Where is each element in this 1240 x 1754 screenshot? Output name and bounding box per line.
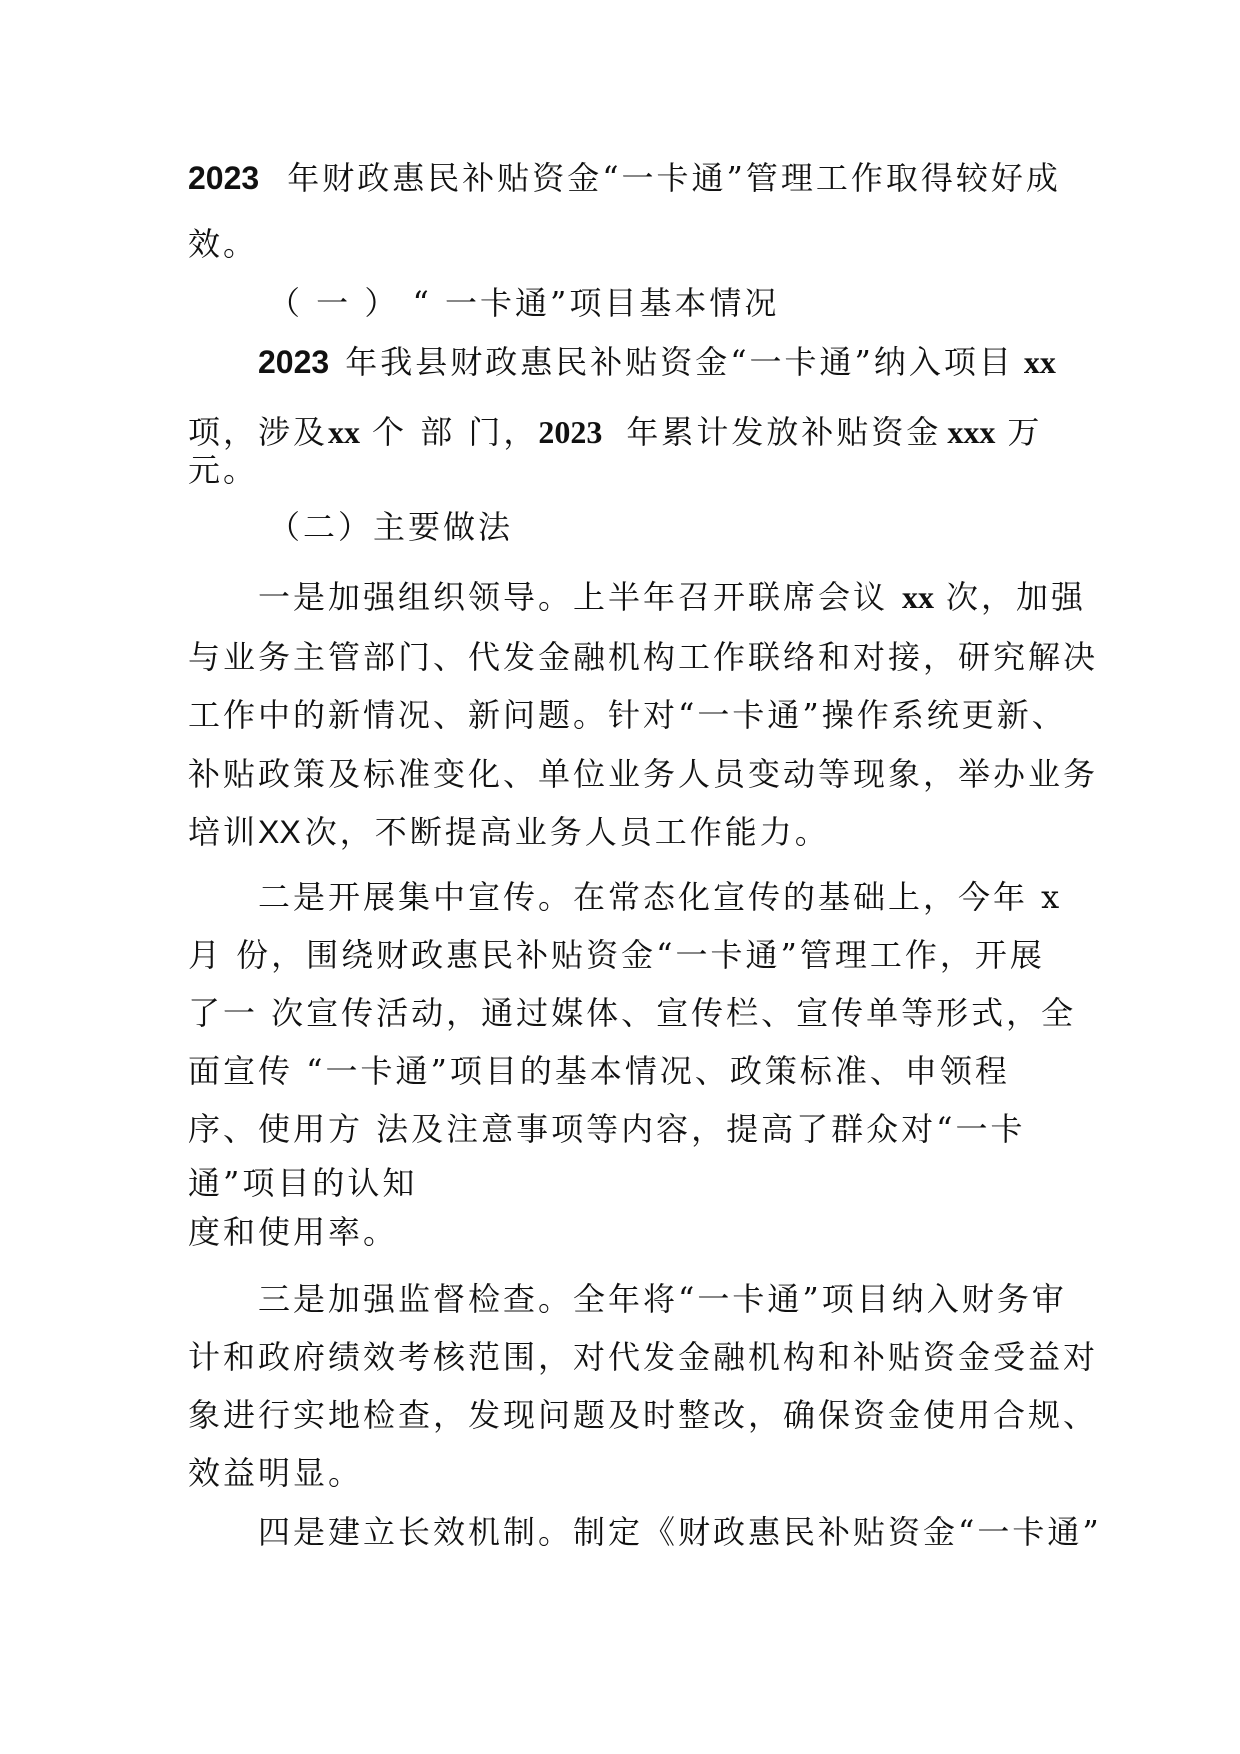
para1-line-2: 与业务主管部门、代发金融机构工作联络和对接，研究解决 <box>188 638 1099 676</box>
para2-line-5: 序、使用方 法及注意事项等内容，提高了群众对“一卡 <box>188 1110 1026 1148</box>
para2-line-1: 二是开展集中宣传。在常态化宣传的基础上，今年 x <box>258 878 1063 916</box>
para2-line-4: 面宣传 “一卡通”项目的基本情况、政策标准、申领程 <box>188 1052 1010 1090</box>
para1-text-b: 次，加强 <box>946 578 1087 616</box>
intro-line-1 <box>188 158 1061 198</box>
intro-year: 2023 <box>188 160 260 196</box>
para1-line-5 <box>188 812 1058 852</box>
section1-heading: （ 一 ） “ 一卡通”项目基本情况 <box>268 284 780 322</box>
para1-line-1 <box>258 577 1087 617</box>
section1-para-line-1 <box>258 342 1058 382</box>
para2-line-7: 度和使用率。 <box>188 1213 399 1251</box>
para3-line-4: 效益明显。 <box>188 1454 364 1492</box>
section1-para-line-3: 元。 <box>188 451 259 489</box>
para2-line-6: 通”项目的认知 <box>188 1164 418 1202</box>
para3-line-3: 象进行实地检查，发现问题及时整改，确保资金使用合规、 <box>188 1396 1099 1434</box>
section1-year: 2023 <box>258 344 330 380</box>
para2-line-2: 月 份，围绕财政惠民补贴资金“一卡通”管理工作，开展 <box>188 936 1045 974</box>
para3-line-1: 三是加强监督检查。全年将“一卡通”项目纳入财务审 <box>258 1280 1067 1318</box>
section2-heading: （二）主要做法 <box>268 508 514 546</box>
section1-text-a: 年我县财政惠民补贴资金“一卡通”纳入项目 <box>345 343 1014 381</box>
section1-text-b: 项，涉及 <box>188 413 329 451</box>
section1-xxx-amount: xxx <box>947 414 996 450</box>
section1-text-e: 万 <box>1007 413 1043 451</box>
para1-line-4: 补贴政策及标准变化、单位业务人员变动等现象，举办业务 <box>188 755 1099 793</box>
para1-xx-trainings: XX <box>258 814 301 850</box>
section1-year-2: 2023 <box>538 414 603 450</box>
section1-text-d: 年累计发放补贴资金 <box>626 413 942 451</box>
section1-text-c: 个 部 门， <box>372 413 539 451</box>
para4-line-1: 四是建立长效机制。制定《财政惠民补贴资金“一卡通” <box>258 1513 1102 1551</box>
intro-line-2: 效。 <box>188 225 259 263</box>
para1-text-a: 一是加强组织领导。上半年召开联席会议 <box>258 578 889 616</box>
section1-para-line-2 <box>188 412 1058 452</box>
section1-xx-depts: xx <box>328 414 361 450</box>
para1-line-3: 工作中的新情况、新问题。针对“一卡通”操作系统更新、 <box>188 696 1067 734</box>
para1-text-c: 培训 <box>188 813 259 851</box>
para2-line-3: 了一 次宣传活动，通过媒体、宣传栏、宣传单等形式，全 <box>188 994 1077 1032</box>
section1-xx-items: xx <box>1023 344 1056 380</box>
intro-text: 年财政惠民补贴资金“一卡通”管理工作取得较好成 <box>287 159 1061 197</box>
para1-xx-meetings: xx <box>902 579 935 615</box>
para3-line-2: 计和政府绩效考核范围，对代发金融机构和补贴资金受益对 <box>188 1338 1099 1376</box>
para1-text-d: 次，不断提高业务人员工作能力。 <box>304 813 830 851</box>
